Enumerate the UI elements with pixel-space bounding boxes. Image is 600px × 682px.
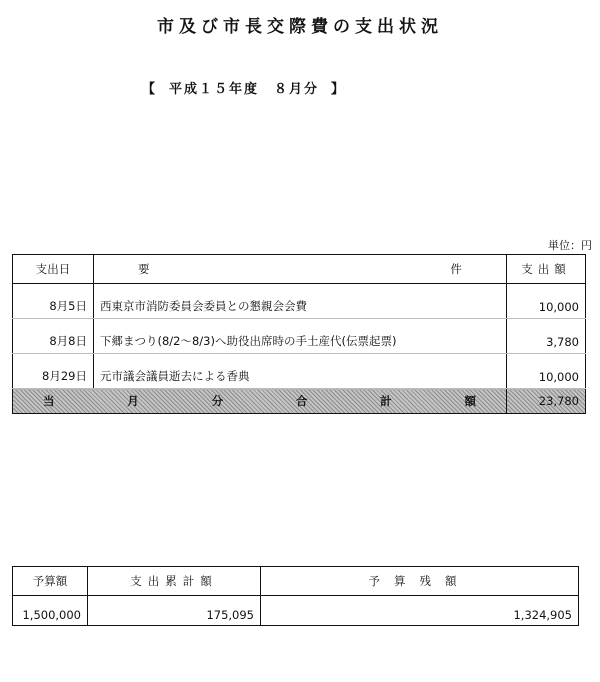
header-requirement — [94, 255, 507, 284]
unit-label: 単位：円 — [548, 239, 592, 252]
row-amount: 10,000 — [507, 354, 586, 389]
document-title: 市及び市長交際費の支出状況 — [157, 17, 443, 37]
table-row — [13, 319, 586, 354]
row-date: 8月29日 — [13, 354, 94, 389]
budget-header-row — [13, 567, 579, 596]
header-requirement-part: 件 — [450, 262, 462, 276]
row-amount: 3,780 — [507, 319, 586, 354]
period-bracket-open: 【 — [142, 82, 158, 97]
expense-header-row — [13, 255, 586, 284]
total-label-char: 額 — [464, 394, 476, 408]
total-amount: 23,780 — [507, 389, 586, 414]
header-remaining: 予算残額 — [261, 567, 579, 596]
row-description: 元市議会議員逝去による香典 — [94, 354, 507, 389]
budget-value-row — [13, 596, 579, 626]
budget-table — [12, 566, 579, 626]
expense-table — [12, 254, 586, 414]
header-cumulative: 支出累計額 — [88, 567, 261, 596]
total-label-char: 合 — [295, 394, 308, 408]
row-description: 西東京市消防委員会委員との懇親会会費 — [94, 284, 507, 319]
total-row — [13, 389, 586, 414]
total-label-char: 分 — [211, 394, 224, 408]
value-cumulative: 175,095 — [88, 596, 261, 626]
table-row — [13, 284, 586, 319]
total-label-char: 当 — [43, 394, 55, 408]
row-amount: 10,000 — [507, 284, 586, 319]
value-remaining: 1,324,905 — [261, 596, 579, 626]
header-amount: 支出額 — [507, 255, 586, 284]
period-bracket-close: 】 — [331, 82, 347, 97]
row-date: 8月5日 — [13, 284, 94, 319]
row-date: 8月8日 — [13, 319, 94, 354]
period-line — [130, 78, 358, 97]
header-date: 支出日 — [13, 255, 94, 284]
period-label: 平成１５年度 ８月分 — [169, 82, 320, 97]
row-description: 下郷まつり(8/2～8/3)へ助役出席時の手土産代(伝票起票) — [94, 319, 507, 354]
header-requirement-part: 要 — [138, 262, 150, 276]
header-budget: 予算額 — [13, 567, 88, 596]
table-row — [13, 354, 586, 389]
total-label — [13, 389, 507, 414]
total-label-char: 計 — [380, 394, 392, 408]
value-budget: 1,500,000 — [13, 596, 88, 626]
total-label-char: 月 — [127, 394, 139, 408]
